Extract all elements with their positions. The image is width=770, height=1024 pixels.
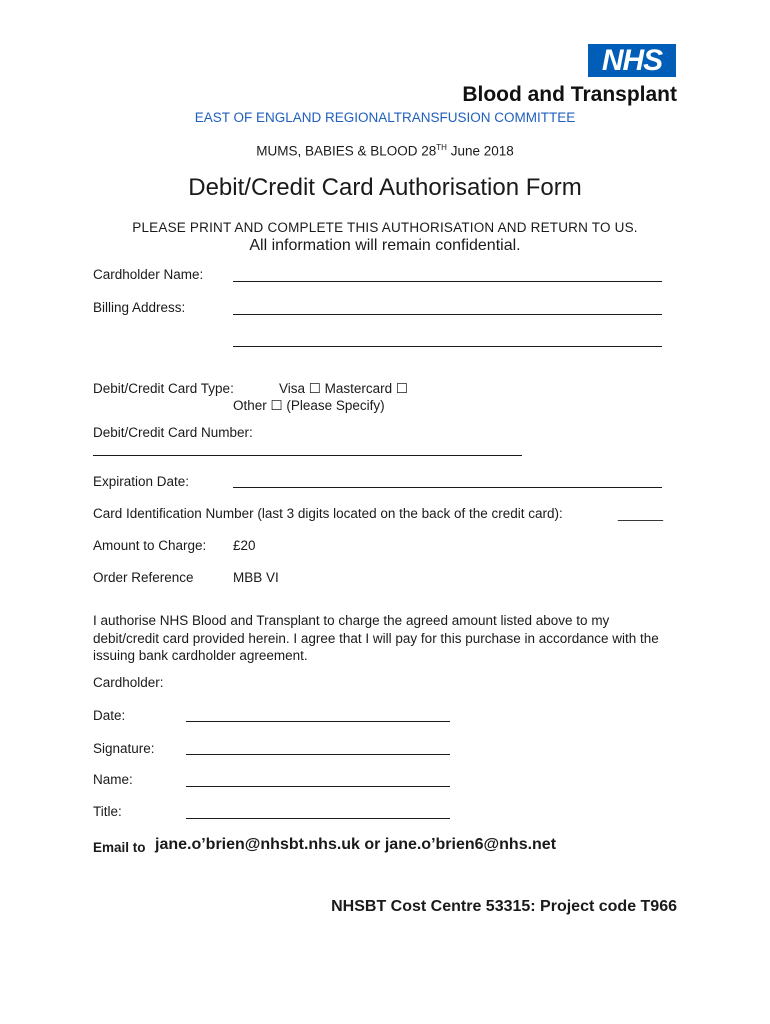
brand-name: Blood and Transplant <box>462 83 677 106</box>
event-sup: TH <box>436 143 447 152</box>
expiration-date-field[interactable] <box>233 487 662 488</box>
order-reference-label: Order Reference <box>93 570 194 585</box>
cost-centre: NHSBT Cost Centre 53315: Project code T966 <box>331 898 677 915</box>
amount-value: £20 <box>233 538 256 553</box>
card-identification-field[interactable]: ______ <box>618 506 664 521</box>
title-label: Title: <box>93 804 122 819</box>
order-reference-value: MBB VI <box>233 570 279 585</box>
nhs-logo <box>588 44 676 77</box>
card-type-label: Debit/Credit Card Type: <box>93 381 234 396</box>
cardholder-name-label: Cardholder Name: <box>93 267 204 282</box>
billing-address-field-1[interactable] <box>233 314 662 315</box>
billing-address-field-2[interactable] <box>233 346 662 347</box>
card-type-options-line1[interactable]: Visa ☐ Mastercard ☐ <box>279 381 408 396</box>
card-number-label: Debit/Credit Card Number: <box>93 425 253 440</box>
email-addresses[interactable]: jane.o’brien@nhsbt.nhs.uk or jane.o’brien6@nhs.net <box>155 836 557 853</box>
cardholder-label: Cardholder: <box>93 675 164 690</box>
confidential-notice: All information will remain confidential. <box>249 237 521 254</box>
event-suffix: June 2018 <box>446 143 514 159</box>
event-subheading <box>0 143 770 159</box>
signature-label: Signature: <box>93 741 155 756</box>
event-prefix: MUMS, BABIES & BLOOD 28 <box>256 143 437 159</box>
expiration-date-label: Expiration Date: <box>93 474 190 489</box>
card-type-options-line2[interactable]: Other ☐ (Please Specify) <box>233 398 385 413</box>
name-label: Name: <box>93 772 133 787</box>
signature-field[interactable] <box>186 754 450 755</box>
card-identification-label: Card Identification Number (last 3 digits located on the back of the credit card): <box>93 506 563 521</box>
date-label: Date: <box>93 708 126 723</box>
billing-address-label: Billing Address: <box>93 300 186 315</box>
cardholder-name-field[interactable] <box>233 281 662 282</box>
amount-label: Amount to Charge: <box>93 538 207 553</box>
card-number-field[interactable] <box>93 455 522 456</box>
title-field[interactable] <box>186 818 450 819</box>
committee-heading: EAST OF ENGLAND REGIONALTRANSFUSION COMMITTEE <box>194 110 576 125</box>
date-field[interactable] <box>186 721 450 722</box>
nhs-logo-text: NHS <box>601 44 663 77</box>
name-field[interactable] <box>186 786 450 787</box>
authorisation-text: I authorise NHS Blood and Transplant to charge the agreed amount listed above to my debit/credit card provided herein. I agree that I will pay for this purchase in accordance with the issuing bank cardholder agreement. <box>93 613 659 663</box>
page-title: Debit/Credit Card Authorisation Form <box>188 174 582 201</box>
email-label: Email to <box>93 840 146 855</box>
instruction-text: PLEASE PRINT AND COMPLETE THIS AUTHORISATION AND RETURN TO US. <box>132 220 638 235</box>
